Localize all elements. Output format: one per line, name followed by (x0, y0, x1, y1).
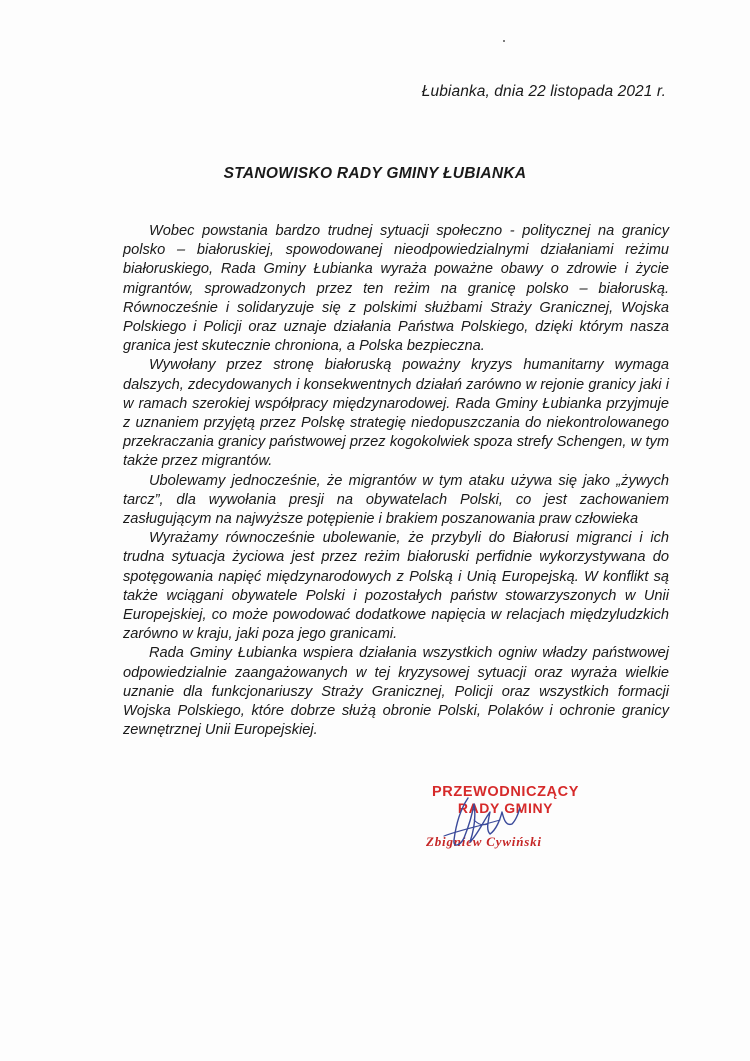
paragraph-2: Wywołany przez stronę białoruską poważny kryzys humanitarny wymaga dalszych, zdecydowanych i konsekwentnych działań zarówno w rejonie granicy jaki i w ramach szerokiej współpracy międzynarodowej. Rada Gminy Łubianka przyjmuje z uznaniem przyjętą przez Polskę strategię niedopuszczania do niekontrolowanego przekraczania granicy państwowej przez kogokolwiek spoza strefy Schengen, w tym także przez migrantów. (123, 357, 669, 470)
paragraph-5: Rada Gminy Łubianka wspiera działania wszystkich ogniw władzy państwowej odpowiedzialnie zaangażowanych w tej kryzysowej sytuacji oraz wyraża wielkie uznanie dla funkcjonariuszy Straży Granicznej, Policji oraz wszystkich formacji Wojska Polskiego, które dobrze służą obronie Polski, Polaków i ochronie granicy zewnętrznej Unii Europejskiej. (123, 645, 669, 739)
paragraph-3: Ubolewamy jednocześnie, że migrantów w tym ataku używa się jako „żywych tarcz”, dla wywołania presji na obywatelach Polski, co jest zachowaniem zasługującym na najwyższe potępienie i brakiem poszanowania praw człowieka (123, 472, 669, 528)
document-title: STANOWISKO RADY GMINY ŁUBIANKA (223, 165, 527, 182)
date-line: Łubianka, dnia 22 listopada 2021 r. (421, 83, 666, 100)
paragraph-1: Wobec powstania bardzo trudnej sytuacji społeczno - politycznej na granicy polsko – białoruskiej, spowodowanej nieodpowiedzialnymi działaniami reżimu białoruskiego, Rada Gminy Łubianka wyraża poważne obawy o zdrowie i życie migrantów, sprowadzonych przez ten reżim na granicę polsko – białoruską. Równocześnie i solidaryzuje się z polskimi służbami Straży Granicznej, Wojska Polskiego i Policji oraz uznaje działania Państwa Polskiego, dzięki którym nasza granica jest skutecznie chroniona, a Polska bezpieczna. (123, 223, 669, 355)
scan-speck (503, 40, 505, 42)
stamp-name: Zbigniew Cywiński (426, 834, 542, 849)
paragraph-4: Wyrażamy równocześnie ubolewanie, że przybyli do Białorusi migranci i ich trudna sytuacja życiowa jest przez reżim białoruski perfidnie wykorzystywana do spotęgowania napięć międzynarodowych z Polską i Unią Europejską. W konflikt są także wciągani obywatele Polski i pozostałych państw stowarzyszonych w Unii Europejskiej, co może powodować dodatkowe napięcia w relacjach międzyludzkich zarówno w kraju, jaki poza jego granicami. (123, 530, 669, 643)
document-body (123, 222, 669, 740)
handwritten-signature (430, 790, 540, 860)
stamp-title: PRZEWODNICZĄCY (432, 784, 579, 800)
signature-stroke-main (454, 798, 520, 845)
signature-stroke-loop (474, 820, 488, 825)
stamp-subtitle: RADY GMINY (457, 800, 554, 816)
